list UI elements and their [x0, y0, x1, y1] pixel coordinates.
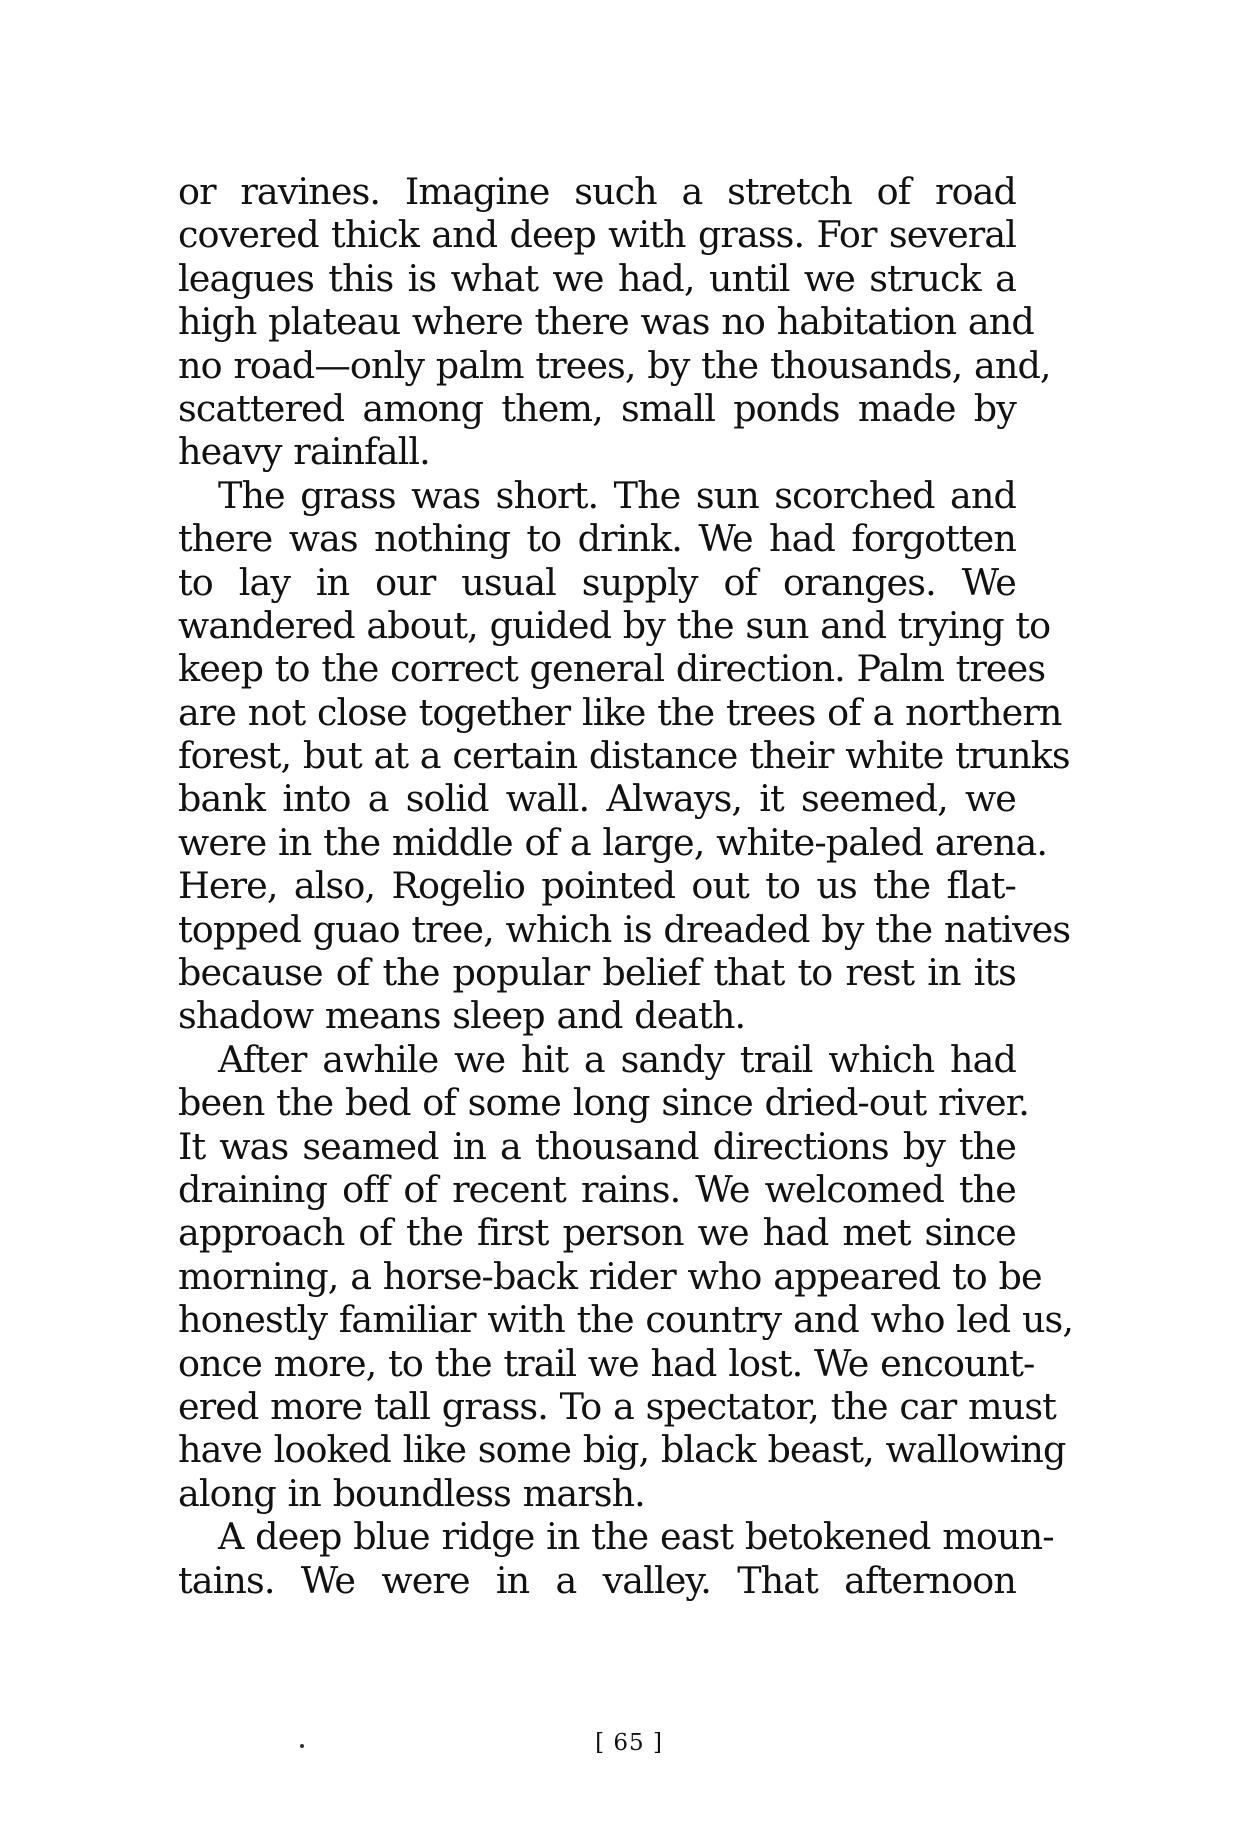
text-line: or ravines. Imagine such a stretch of road [178, 170, 1016, 213]
text-line: bank into a solid wall. Always, it seemed, we [178, 777, 1016, 821]
text-line: to lay in our usual supply of oranges. We [178, 560, 1016, 604]
text-line: there was nothing to drink. We had forgotten [178, 517, 1016, 561]
paragraph-start-line: After awhile we hit a sandy trail which had [218, 1037, 1016, 1081]
text-line: draining off of recent rains. We welcomed the [178, 1167, 1016, 1211]
text-line: have looked like some big, black beast, wallowing [178, 1428, 1066, 1472]
text-line: ered more tall grass. To a spectator, the car must [178, 1384, 1056, 1428]
text-line: shadow means sleep and death. [178, 994, 746, 1038]
body-text [178, 170, 1074, 1602]
text-line: forest, but at a certain distance their white trunks [178, 734, 1070, 778]
text-line: wandered about, guided by the sun and trying to [178, 603, 1051, 647]
text-line: scattered among them, small ponds made by [178, 386, 1016, 430]
text-line: tains. We were in a valley. That afternoon [178, 1558, 1016, 1602]
scan-speck [300, 1744, 304, 1748]
text-line: covered thick and deep with grass. For several [178, 213, 1016, 257]
text-line: heavy rainfall. [178, 430, 430, 474]
text-line: Here, also, Rogelio pointed out to us the flat- [178, 864, 1016, 908]
page-number: [ 65 ] [595, 1730, 663, 1756]
text-line: leagues this is what we had, until we struck a [178, 256, 1016, 300]
text-line: because of the popular belief that to rest in its [178, 951, 1016, 995]
text-line: keep to the correct general direction. Palm trees [178, 647, 1046, 691]
text-line: honestly familiar with the country and who led us, [178, 1298, 1074, 1342]
text-line: high plateau where there was no habitation and [178, 300, 1034, 344]
text-line: been the bed of some long since dried-out river. [178, 1081, 1029, 1125]
text-line: are not close together like the trees of a northern [178, 690, 1062, 734]
paragraph-start-line: A deep blue ridge in the east betokened moun- [218, 1515, 1054, 1559]
text-line: morning, a horse-back rider who appeared to be [178, 1254, 1042, 1298]
paragraph-start-line: The grass was short. The sun scorched and [218, 473, 1016, 517]
text-line: were in the middle of a large, white-paled arena. [178, 820, 1048, 864]
text-line: once more, to the trail we had lost. We encount- [178, 1341, 1035, 1385]
text-line: approach of the first person we had met since [178, 1211, 1016, 1255]
text-line: It was seamed in a thousand directions by the [178, 1124, 1016, 1168]
text-line: no road—only palm trees, by the thousands, and, [178, 343, 1051, 387]
text-line: topped guao tree, which is dreaded by the natives [178, 907, 1071, 951]
text-line: along in boundless marsh. [178, 1471, 645, 1515]
